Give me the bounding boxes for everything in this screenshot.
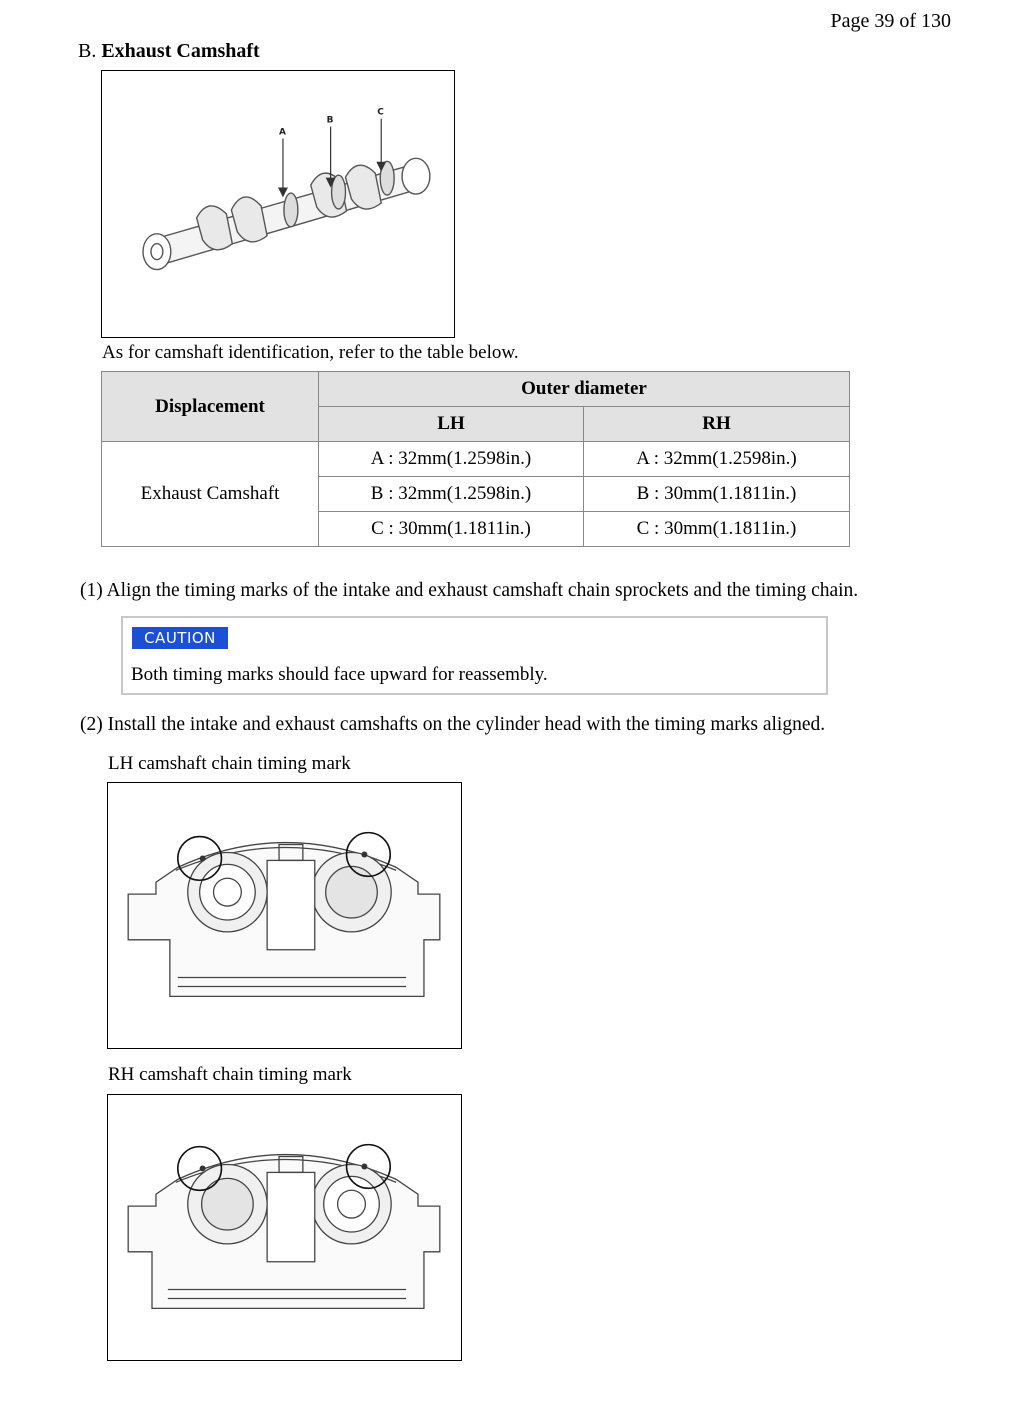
header-lh: LH	[319, 407, 584, 442]
label-c: C	[377, 107, 384, 118]
rh-caption: RH camshaft chain timing mark	[108, 1064, 352, 1085]
caution-text: Both timing marks should face upward for reassembly.	[131, 664, 548, 685]
row-label: Exhaust Camshaft	[102, 442, 319, 547]
rh-timing-figure	[107, 1094, 462, 1361]
step-2-text: (2) Install the intake and exhaust camshafts on the cylinder head with the timing marks aligned.	[80, 714, 826, 735]
caution-box	[121, 616, 828, 695]
camshaft-figure	[101, 70, 455, 338]
section-prefix: B.	[78, 40, 97, 62]
camshaft-spec-table	[101, 371, 850, 547]
table-row	[102, 442, 850, 477]
header-rh: RH	[584, 407, 850, 442]
camshaft-illustration	[102, 71, 454, 337]
caution-badge: CAUTION	[132, 627, 228, 649]
cell-lh: A : 32mm(1.2598in.)	[319, 442, 584, 477]
step-1-text: (1) Align the timing marks of the intake and exhaust camshaft chain sprockets and the timing chain.	[80, 580, 859, 601]
label-b: B	[326, 115, 334, 126]
cell-lh: B : 32mm(1.2598in.)	[319, 477, 584, 512]
identification-note: As for camshaft identification, refer to the table below.	[102, 342, 519, 363]
lh-timing-figure	[107, 782, 462, 1049]
header-outer-diameter: Outer diameter	[319, 372, 850, 407]
lh-caption: LH camshaft chain timing mark	[108, 753, 351, 774]
section-title-text: Exhaust Camshaft	[101, 40, 260, 62]
cell-rh: C : 30mm(1.1811in.)	[584, 512, 850, 547]
cell-lh: C : 30mm(1.1811in.)	[319, 512, 584, 547]
rh-timing-illustration	[108, 1095, 461, 1360]
cell-rh: A : 32mm(1.2598in.)	[584, 442, 850, 477]
header-displacement: Displacement	[102, 372, 319, 442]
cell-rh: B : 30mm(1.1811in.)	[584, 477, 850, 512]
lh-timing-illustration	[108, 783, 461, 1048]
label-a: A	[278, 127, 286, 138]
page-number: Page 39 of 130	[830, 10, 951, 32]
section-title	[78, 40, 260, 63]
